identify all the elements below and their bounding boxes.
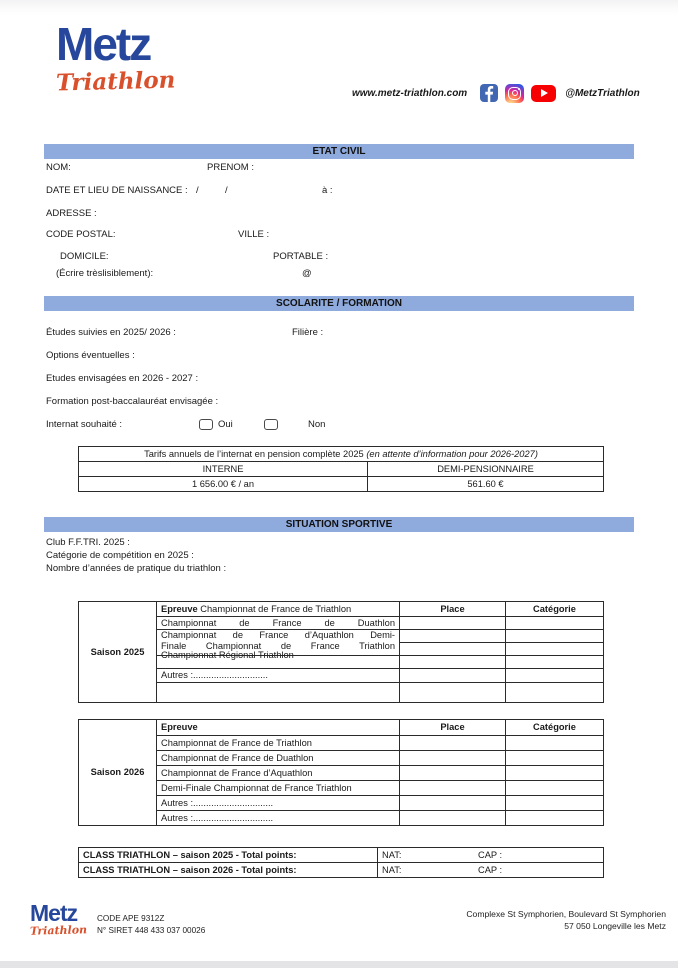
row-categorie-competition — [44, 550, 634, 562]
footer-siret: N° SIRET 448 433 037 00026 — [97, 926, 206, 935]
class-2026-cap: CAP : — [478, 864, 503, 875]
tarifs-value-interne: 1 656.00 € / an — [79, 477, 368, 492]
logo-script: Triathlon — [55, 66, 176, 97]
label-domicile: DOMICILE: — [60, 251, 109, 262]
categorie-cell — [506, 811, 604, 826]
footer-address-line2: 57 050 Longeville les Metz — [564, 921, 666, 931]
epreuve-regional-text: Championnat Régional Triathlon — [161, 649, 294, 660]
row-code-postal — [44, 229, 634, 241]
epreuve-autres-2025: Autres :............................. — [157, 669, 400, 683]
label-adresse: ADRESSE : — [46, 208, 97, 219]
categorie-header-2026: Catégorie — [506, 720, 604, 736]
place-cell — [400, 617, 506, 630]
categorie-cell — [506, 796, 604, 811]
label-ville: VILLE : — [238, 229, 270, 240]
categorie-cell — [506, 683, 604, 703]
label-oui: Oui — [218, 419, 233, 430]
label-ecrire-lisiblement: (Écrire trèslisiblement): — [56, 268, 154, 279]
categorie-header-2025: Catégorie — [506, 602, 604, 617]
label-internat: Internat souhaité : — [46, 419, 123, 430]
tarifs-header-demi-pensionnaire: DEMI-PENSIONNAIRE — [368, 462, 604, 477]
label-annees-pratique: Nombre d’années de pratique du triathlon : — [46, 563, 227, 574]
footer-address-line1: Complexe St Symphorien, Boulevard St Symphorien — [466, 909, 666, 919]
date-slash-2: / — [225, 185, 228, 196]
categorie-cell — [506, 766, 604, 781]
categorie-cell — [506, 781, 604, 796]
place-header-2025: Place — [400, 602, 506, 617]
footer-company-ids — [97, 913, 205, 937]
row-telephones — [44, 251, 634, 263]
epreuve-duathlon-2025: Championnat de France de Duathlon — [157, 617, 400, 630]
tarifs-caption-note: (en attente d’information pour 2026-2027) — [366, 448, 538, 459]
class-2025-nat: NAT: — [382, 849, 402, 860]
categorie-cell — [506, 751, 604, 766]
footer-address — [466, 908, 666, 932]
label-nom: NOM: — [46, 162, 71, 173]
tarifs-caption-cell — [79, 447, 604, 462]
place-cell — [400, 643, 506, 656]
categorie-cell — [506, 669, 604, 683]
epreuve-duathlon-2026: Championnat de France de Duathlon — [157, 751, 400, 766]
checkbox-oui[interactable] — [199, 419, 213, 430]
row-etudes-envisagees — [44, 373, 634, 385]
label-non: Non — [308, 419, 326, 430]
arobase-symbol: @ — [302, 268, 312, 279]
row-internat — [44, 419, 634, 433]
label-portable: PORTABLE : — [273, 251, 329, 262]
footer-logo — [30, 902, 87, 937]
categorie-cell — [506, 617, 604, 630]
label-code-postal: CODE POSTAL: — [46, 229, 116, 240]
place-cell — [400, 736, 506, 751]
checkbox-non[interactable] — [264, 419, 278, 430]
epreuve-regional-2025 — [157, 649, 400, 669]
epreuve-autres1-2026: Autres :............................... — [157, 796, 400, 811]
label-filiere: Filière : — [292, 327, 324, 338]
class-2026-label: CLASS TRIATHLON – saison 2026 - Total points: — [79, 863, 378, 878]
place-header-2026: Place — [400, 720, 506, 736]
epreuve-aquathlon-line1: Championnat de France d’Aquathlon Demi- — [161, 630, 395, 640]
epreuve-aquathlon-2026: Championnat de France d’Aquathlon — [157, 766, 400, 781]
website-url: www.metz-triathlon.com — [352, 87, 468, 99]
saison-2026-label: Saison 2026 — [79, 720, 157, 826]
row-etudes-suivies — [44, 327, 634, 339]
label-club-fftri: Club F.F.TRI. 2025 : — [46, 537, 130, 548]
class-2025-cap: CAP : — [478, 849, 503, 860]
class-2026-values — [378, 863, 604, 878]
row-formation-post-bac — [44, 396, 634, 408]
label-etudes-suivies: Études suivies en 2025/ 2026 : — [46, 327, 176, 338]
row-club — [44, 537, 634, 549]
categorie-cell — [506, 656, 604, 669]
categorie-cell — [506, 736, 604, 751]
footer-logo-wordmark: Metz — [30, 900, 78, 926]
epreuve-triathlon-2026: Championnat de France de Triathlon — [157, 736, 400, 751]
epreuve-header-2025 — [157, 602, 400, 617]
place-cell — [400, 751, 506, 766]
social-handle: @MetzTriathlon — [565, 87, 640, 99]
instagram-icon — [505, 84, 524, 103]
class-triathlon-table — [78, 847, 604, 878]
tarifs-header-interne: INTERNE — [79, 462, 368, 477]
categorie-cell — [506, 643, 604, 656]
place-cell — [400, 811, 506, 826]
header-contact-row — [352, 82, 640, 104]
page-bottom-edge — [0, 961, 678, 968]
label-formation-post-bac: Formation post-baccalauréat envisagée : — [46, 396, 219, 407]
place-cell — [400, 781, 506, 796]
place-cell — [400, 796, 506, 811]
label-a: à : — [322, 185, 333, 196]
class-2025-values — [378, 848, 604, 863]
logo-wordmark: Metz — [56, 18, 151, 70]
tarifs-internat-table — [78, 446, 604, 492]
saison-2025-table — [78, 601, 604, 703]
row-options — [44, 350, 634, 362]
footer-code-ape: CODE APE 9312Z — [97, 914, 165, 923]
saison-2026-table — [78, 719, 604, 826]
epreuve-empty-2025 — [157, 683, 400, 703]
epreuve-header-bold: Epreuve — [161, 603, 198, 614]
row-email — [44, 268, 634, 280]
class-2026-nat: NAT: — [382, 864, 402, 875]
epreuve-header-rest: Championnat de France de Triathlon — [197, 603, 352, 614]
label-categorie-competition: Catégorie de compétition en 2025 : — [46, 550, 194, 561]
tarifs-value-demi-pensionnaire: 561.60 € — [368, 477, 604, 492]
row-nom-prenom — [44, 162, 634, 174]
section-etat-civil: ETAT CIVIL — [44, 144, 634, 159]
place-cell — [400, 669, 506, 683]
epreuve-demifinale-2026: Demi-Finale Championnat de France Triathlon — [157, 781, 400, 796]
place-cell — [400, 656, 506, 669]
epreuve-header-2026: Epreuve — [157, 720, 400, 736]
tarifs-caption: Tarifs annuels de l’internat en pension complète 2025 — [144, 448, 367, 459]
epreuve-aquathlon-line2: Finale Championnat de France Triathlon — [161, 641, 395, 651]
label-options: Options éventuelles : — [46, 350, 135, 361]
facebook-icon — [480, 84, 498, 102]
place-cell — [400, 766, 506, 781]
footer-logo-script: Triathlon — [29, 923, 88, 938]
section-situation-sportive: SITUATION SPORTIVE — [44, 517, 634, 532]
row-adresse — [44, 208, 634, 220]
place-cell — [400, 630, 506, 643]
row-naissance — [44, 185, 634, 197]
categorie-cell — [506, 630, 604, 643]
label-naissance: DATE ET LIEU DE NAISSANCE : — [46, 185, 188, 196]
class-2025-label: CLASS TRIATHLON – saison 2025 - Total points: — [79, 848, 378, 863]
place-cell — [400, 683, 506, 703]
date-slash-1: / — [196, 185, 199, 196]
label-etudes-envisagees: Etudes envisagées en 2026 - 2027 : — [46, 373, 199, 384]
label-prenom: PRENOM : — [207, 162, 254, 173]
epreuve-autres2-2026: Autres :............................... — [157, 811, 400, 826]
section-scolarite: SCOLARITE / FORMATION — [44, 296, 634, 311]
club-logo — [55, 18, 176, 97]
row-annees-pratique — [44, 563, 634, 575]
saison-2025-label: Saison 2025 — [79, 602, 157, 703]
youtube-icon — [531, 85, 556, 102]
